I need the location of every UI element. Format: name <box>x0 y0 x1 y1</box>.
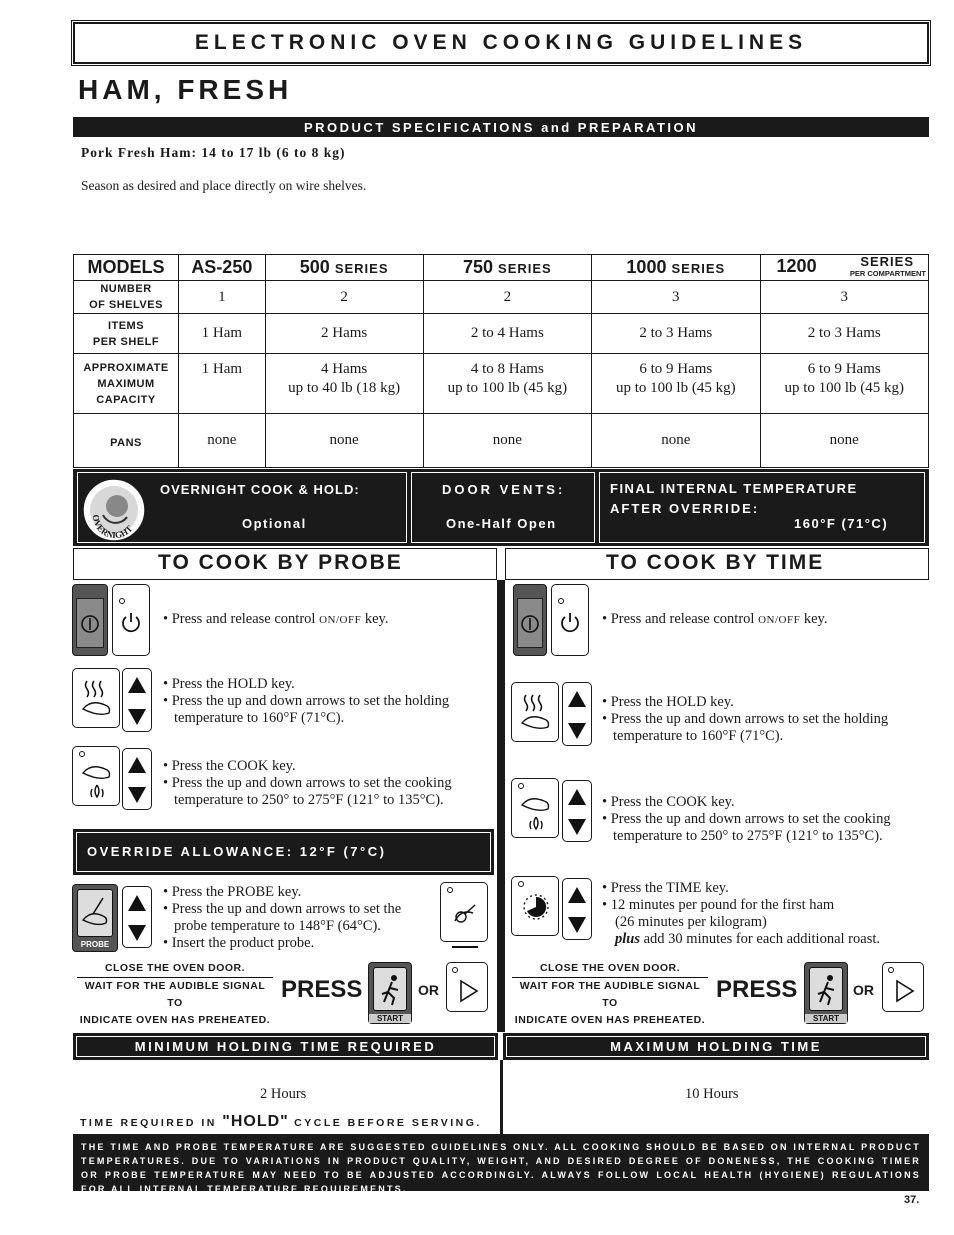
time-or-label: OR <box>853 982 874 998</box>
final-temp-subtitle: AFTER OVERRIDE: <box>610 501 760 516</box>
hold-icon <box>79 677 115 721</box>
spec-bar: PRODUCT SPECIFICATIONS and PREPARATION <box>73 117 929 137</box>
page-number: 37. <box>904 1194 920 1206</box>
max-holding-value: 10 Hours <box>685 1086 739 1102</box>
vents-title: DOOR VENTS: <box>442 482 566 497</box>
row-label: CAPACITY <box>96 393 156 406</box>
row-label: ITEMS <box>107 319 145 332</box>
final-temp-value: 160°F (71°C) <box>794 516 889 531</box>
table-cell: 2 <box>423 281 591 314</box>
on-off-key[interactable] <box>112 584 150 656</box>
arrow-down-icon <box>128 709 146 725</box>
table-cell: 2 to 3 Hams <box>760 314 928 354</box>
table-cell: none <box>760 414 928 468</box>
probe-or-label: OR <box>418 982 439 998</box>
table-cell: 2 Hams <box>265 314 423 354</box>
cook-icon <box>79 759 115 801</box>
time-heading: TO COOK BY TIME <box>505 548 929 580</box>
hold-key[interactable] <box>72 668 120 728</box>
table-cell: none <box>592 414 760 468</box>
probe-press-label: PRESS <box>281 976 363 1003</box>
table-cell: 2 to 4 Hams <box>423 314 591 354</box>
min-holding-bar: MINIMUM HOLDING TIME REQUIRED <box>73 1033 498 1060</box>
overnight-value: Optional <box>242 516 307 531</box>
table-cell: 6 to 9 Hams up to 100 lb (45 kg) <box>592 354 760 414</box>
overnight-panel <box>77 472 407 543</box>
time-start-key[interactable] <box>804 962 848 1024</box>
row-label: MAXIMUM <box>97 377 155 390</box>
time-hold-arrows[interactable] <box>562 682 592 746</box>
info-strip <box>73 469 929 546</box>
override-panel <box>73 829 494 875</box>
power-key-group <box>72 584 108 656</box>
arrow-up-icon <box>128 677 146 693</box>
arrow-up-icon <box>128 757 146 773</box>
power-on-icon[interactable] <box>80 614 100 634</box>
arrow-down-icon <box>128 787 146 803</box>
play-icon <box>895 979 915 1003</box>
table-cell: 1 <box>179 281 266 314</box>
table-cell: 3 <box>760 281 928 314</box>
hold-arrows[interactable] <box>122 668 152 732</box>
table-cell: 4 to 8 Hams up to 100 lb (45 kg) <box>423 354 591 414</box>
row-label: NUMBER <box>100 283 152 295</box>
arrow-down-icon <box>568 917 586 933</box>
time-hold-key[interactable] <box>511 682 559 742</box>
time-cook-arrows[interactable] <box>562 780 592 842</box>
row-label: PANS <box>110 436 142 449</box>
model-header-750: 750 SERIES <box>423 255 591 281</box>
power-icon <box>120 611 142 633</box>
table-cell: none <box>265 414 423 468</box>
power-icon <box>559 611 581 633</box>
arrow-down-icon <box>128 925 146 941</box>
vents-panel <box>411 472 595 543</box>
time-press-label: PRESS <box>716 976 798 1003</box>
column-divider <box>497 580 505 1032</box>
probe-key[interactable] <box>72 884 118 952</box>
page-title: HAM, FRESH <box>78 74 293 105</box>
models-label: MODELS <box>74 255 179 281</box>
probe-step-3: • Press the COOK key. • Press the up and down arrows to set the cooking temperature to 250° to 275°F (121° to 135°C). <box>163 758 452 808</box>
arrow-down-icon <box>568 723 586 739</box>
probe-key-label: PROBE <box>80 940 110 949</box>
start-key-label: START <box>369 1014 411 1023</box>
table-cell: 3 <box>592 281 760 314</box>
time-key[interactable] <box>511 876 559 936</box>
probe-step-2: • Press the HOLD key. • Press the up and down arrows to set the holding temperature to 160°F (71°C). <box>163 676 450 726</box>
time-step-4: • Press the TIME key. • 12 minutes per pound for the first ham (26 minutes per kilogram) plus add 30 minutes for each additional roast. <box>602 880 880 947</box>
probe-heading: TO COOK BY PROBE <box>73 548 497 580</box>
row-label: OF SHELVES <box>89 299 163 311</box>
preparation-text: Season as desired and place directly on wire shelves. <box>81 178 367 193</box>
model-header-1200: 1200 SERIES PER COMPARTMENT <box>760 255 928 281</box>
table-row <box>74 354 929 414</box>
hold-cycle-note: TIME REQUIRED IN "HOLD" CYCLE BEFORE SERVING. <box>80 1113 482 1130</box>
product-spec: Pork Fresh Ham: 14 to 17 lb (6 to 8 kg) <box>81 145 346 160</box>
final-temp-panel <box>599 472 925 543</box>
disclaimer: THE TIME AND PROBE TEMPERATURE ARE SUGGESTED GUIDELINES ONLY. ALL COOKING SHOULD BE BASED ON INTERNAL PRODUCT TEMPERATURES. DUE TO VARIATIONS IN PRODUCT QUALITY, WEIGHT, AND DESIRED DEGREE OF DONENESS, THE COOKING TIMER OR PROBE TEMPERATURE MAY NEED TO BE ADJUSTED ACCORDINGLY. ALWAYS FOLLOW LOCAL HEALTH (HYGIENE) REGULATIONS FOR ALL INTERNAL TEMPERATURE REQUIREMENTS. <box>73 1134 929 1191</box>
svg-text:OVERNIGHT: OVERNIGHT <box>90 514 135 541</box>
play-icon <box>459 979 479 1003</box>
holding-divider <box>500 1060 503 1134</box>
row-label: APPROXIMATE <box>83 361 169 374</box>
overnight-title: OVERNIGHT COOK & HOLD: <box>160 482 360 497</box>
table-cell: 6 to 9 Hams up to 100 lb (45 kg) <box>760 354 928 414</box>
vents-value: One-Half Open <box>446 516 557 531</box>
arrow-up-icon <box>568 789 586 805</box>
time-step-3: • Press the COOK key. • Press the up and down arrows to set the cooking temperature to 250° to 275°F (121° to 135°C). <box>602 794 891 844</box>
table-cell: none <box>179 414 266 468</box>
row-label: PER SHELF <box>92 335 160 348</box>
final-temp-title: FINAL INTERNAL TEMPERATURE <box>610 481 858 496</box>
table-row <box>74 314 929 354</box>
table-row <box>74 414 929 468</box>
time-step-2: • Press the HOLD key. • Press the up and down arrows to set the holding temperature to 160°F (71°C). <box>602 694 889 744</box>
probe-insert-icon <box>451 901 481 927</box>
time-play-key[interactable] <box>882 962 924 1012</box>
arrow-up-icon <box>568 887 586 903</box>
page-banner: ELECTRONIC OVEN COOKING GUIDELINES <box>73 22 929 64</box>
probe-icon <box>81 896 111 932</box>
start-runner-icon <box>378 974 404 1006</box>
time-step-1: • Press and release control ON/OFF key. <box>602 611 828 627</box>
probe-arrows[interactable] <box>122 886 152 948</box>
probe-start-key[interactable] <box>368 962 412 1024</box>
cook-key[interactable] <box>72 746 120 806</box>
time-power-key-group <box>513 584 547 656</box>
model-header-1000: 1000 SERIES <box>592 255 760 281</box>
arrow-up-icon <box>568 691 586 707</box>
probe-play-key[interactable] <box>446 962 488 1012</box>
max-holding-bar: MAXIMUM HOLDING TIME <box>503 1033 929 1060</box>
time-on-off-key[interactable] <box>551 584 589 656</box>
arrow-down-icon <box>568 819 586 835</box>
table-cell: 1 Ham <box>179 314 266 354</box>
start-runner-icon <box>814 974 840 1006</box>
cook-icon <box>518 791 554 833</box>
time-start-instructions: CLOSE THE OVEN DOOR. WAIT FOR THE AUDIBLE SIGNAL TO INDICATE OVEN HAS PREHEATED. <box>512 960 708 1029</box>
min-holding-value: 2 Hours <box>260 1086 307 1102</box>
table-cell: none <box>423 414 591 468</box>
probe-step-4: • Press the PROBE key. • Press the up and down arrows to set the probe temperature to 148°F (64°C). • Insert the product probe. <box>163 884 402 951</box>
time-cook-key[interactable] <box>511 778 559 838</box>
probe-insert-key[interactable] <box>440 882 488 942</box>
table-cell: 4 Hams up to 40 lb (18 kg) <box>265 354 423 414</box>
table-row <box>74 281 929 314</box>
hold-icon <box>518 691 554 735</box>
probe-step-1: • Press and release control ON/OFF key. <box>163 611 389 627</box>
arrow-up-icon <box>128 895 146 911</box>
table-cell: 2 to 3 Hams <box>592 314 760 354</box>
overnight-logo <box>81 477 147 543</box>
cook-arrows[interactable] <box>122 748 152 810</box>
override-text: OVERRIDE ALLOWANCE: 12°F (7°C) <box>87 844 387 859</box>
table-cell: 2 <box>265 281 423 314</box>
model-header-500: 500 SERIES <box>265 255 423 281</box>
probe-start-instructions: CLOSE THE OVEN DOOR. WAIT FOR THE AUDIBLE SIGNAL TO INDICATE OVEN HAS PREHEATED. <box>77 960 273 1029</box>
table-cell: 1 Ham <box>179 354 266 414</box>
timer-icon <box>520 891 552 923</box>
models-table <box>73 254 929 468</box>
time-arrows[interactable] <box>562 878 592 940</box>
model-header-as250: AS-250 <box>179 255 266 281</box>
power-on-icon[interactable] <box>520 614 540 634</box>
start-key-label: START <box>805 1014 847 1023</box>
